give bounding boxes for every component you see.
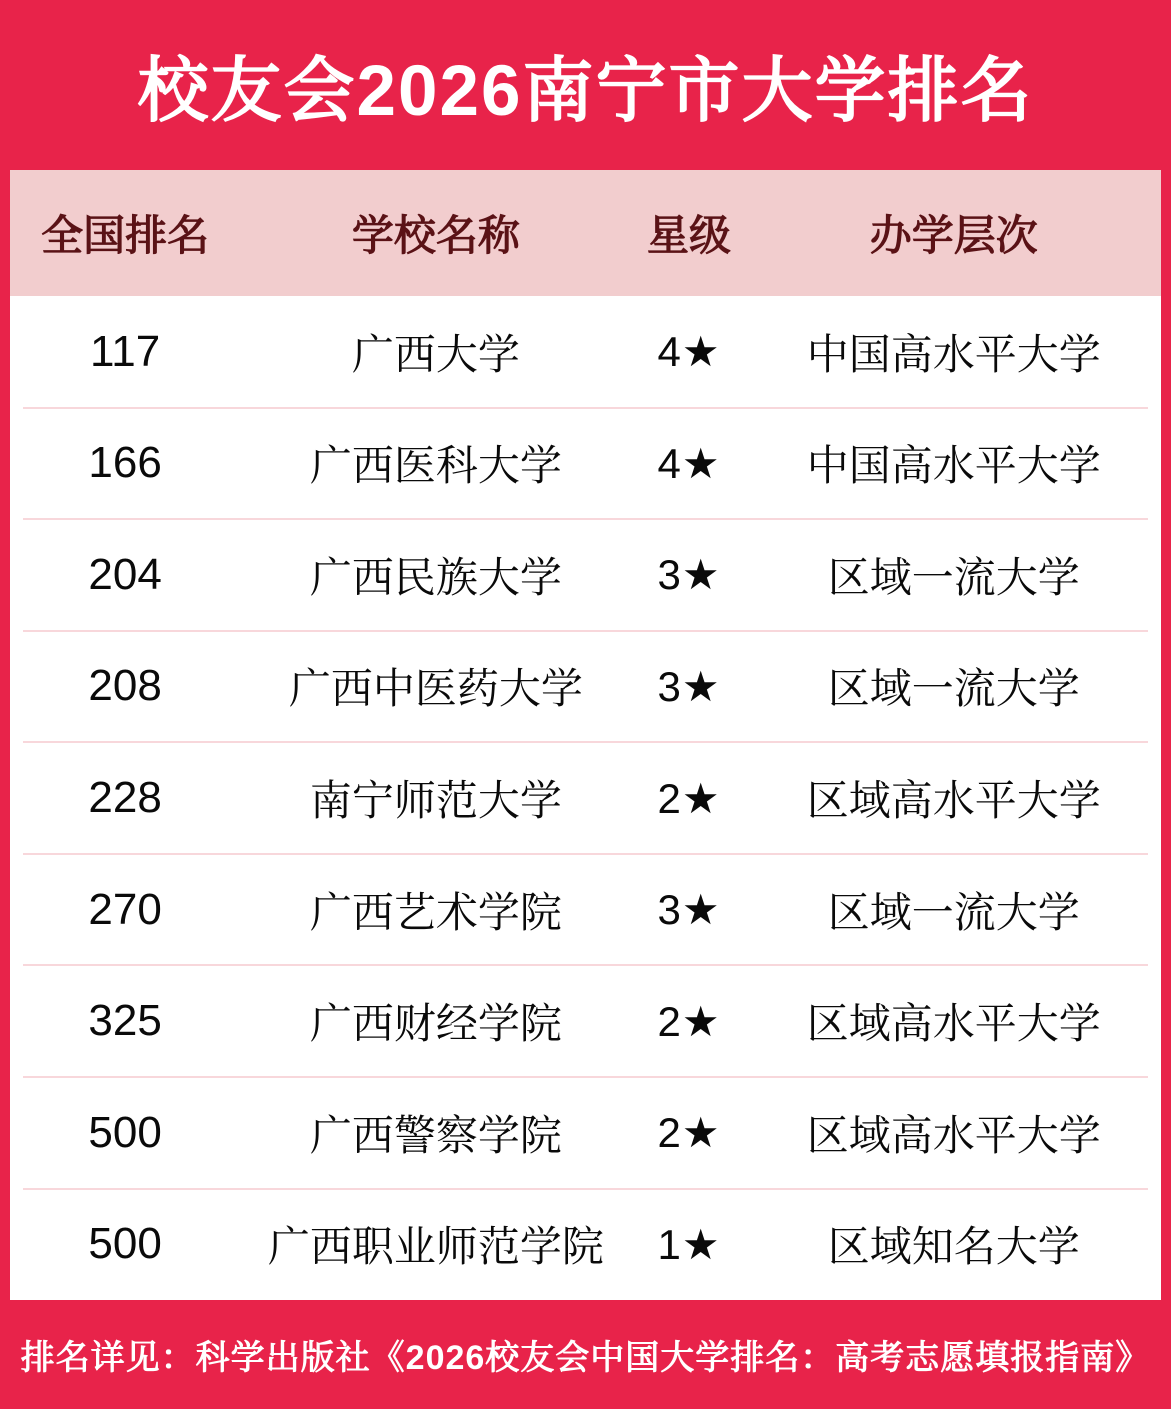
header-school-name: 学校名称 xyxy=(351,212,520,259)
star-rating-cell: 2★ xyxy=(657,997,721,1045)
rank-cell: 500 xyxy=(88,1107,162,1157)
table-row xyxy=(10,1189,1161,1301)
school-name-cell: 广西财经学院 xyxy=(309,1000,562,1048)
table-row xyxy=(10,519,1161,631)
table-body xyxy=(10,296,1161,1300)
level-cell: 区域高水平大学 xyxy=(806,1000,1101,1048)
header-star-rating: 星级 xyxy=(647,212,732,259)
rank-cell: 166 xyxy=(88,438,162,488)
table-row xyxy=(10,854,1161,966)
footer-note: 排名详见：科学出版社《2026校友会中国大学排名：高考志愿填报指南》 xyxy=(20,1339,1151,1377)
table-row xyxy=(10,408,1161,520)
rank-cell: 325 xyxy=(88,996,162,1046)
rank-cell: 500 xyxy=(88,1219,162,1269)
table-row xyxy=(10,965,1161,1077)
level-cell: 中国高水平大学 xyxy=(806,442,1101,490)
school-name-cell: 广西艺术学院 xyxy=(309,888,562,936)
rank-cell: 208 xyxy=(88,661,162,711)
level-cell: 区域一流大学 xyxy=(827,888,1080,936)
rank-cell: 117 xyxy=(90,326,161,376)
school-name-cell: 广西大学 xyxy=(351,330,520,378)
header-national-rank: 全国排名 xyxy=(41,212,210,259)
star-rating-cell: 3★ xyxy=(657,551,721,599)
level-cell: 区域高水平大学 xyxy=(806,777,1101,825)
school-name-cell: 广西中医药大学 xyxy=(288,665,583,713)
table-header-row xyxy=(10,170,1161,296)
star-rating-cell: 2★ xyxy=(657,774,721,822)
school-name-cell: 广西民族大学 xyxy=(309,553,562,601)
level-cell: 区域知名大学 xyxy=(827,1223,1080,1271)
table-row xyxy=(10,296,1161,408)
page-title: 校友会2026南宁市大学排名 xyxy=(137,52,1034,131)
level-cell: 区域一流大学 xyxy=(827,665,1080,713)
school-name-cell: 南宁师范大学 xyxy=(309,777,562,825)
school-name-cell: 广西医科大学 xyxy=(309,442,562,490)
table-row xyxy=(10,1077,1161,1189)
table-row xyxy=(10,742,1161,854)
rank-cell: 228 xyxy=(88,773,162,823)
level-cell: 中国高水平大学 xyxy=(806,330,1101,378)
footer-band xyxy=(0,1300,1171,1409)
star-rating-cell: 2★ xyxy=(657,1109,721,1157)
table-row xyxy=(10,631,1161,743)
level-cell: 区域一流大学 xyxy=(827,553,1080,601)
star-rating-cell: 3★ xyxy=(657,662,721,710)
star-rating-cell: 4★ xyxy=(657,328,721,376)
school-name-cell: 广西职业师范学院 xyxy=(267,1223,604,1271)
star-rating-cell: 3★ xyxy=(657,886,721,934)
star-rating-cell: 1★ xyxy=(657,1220,721,1268)
rank-cell: 204 xyxy=(88,549,162,599)
rank-cell: 270 xyxy=(88,884,162,934)
title-band xyxy=(0,0,1171,170)
level-cell: 区域高水平大学 xyxy=(806,1111,1101,1159)
school-name-cell: 广西警察学院 xyxy=(309,1111,562,1159)
ranking-table xyxy=(10,170,1161,1300)
star-rating-cell: 4★ xyxy=(657,439,721,487)
header-education-level: 办学层次 xyxy=(869,212,1038,259)
